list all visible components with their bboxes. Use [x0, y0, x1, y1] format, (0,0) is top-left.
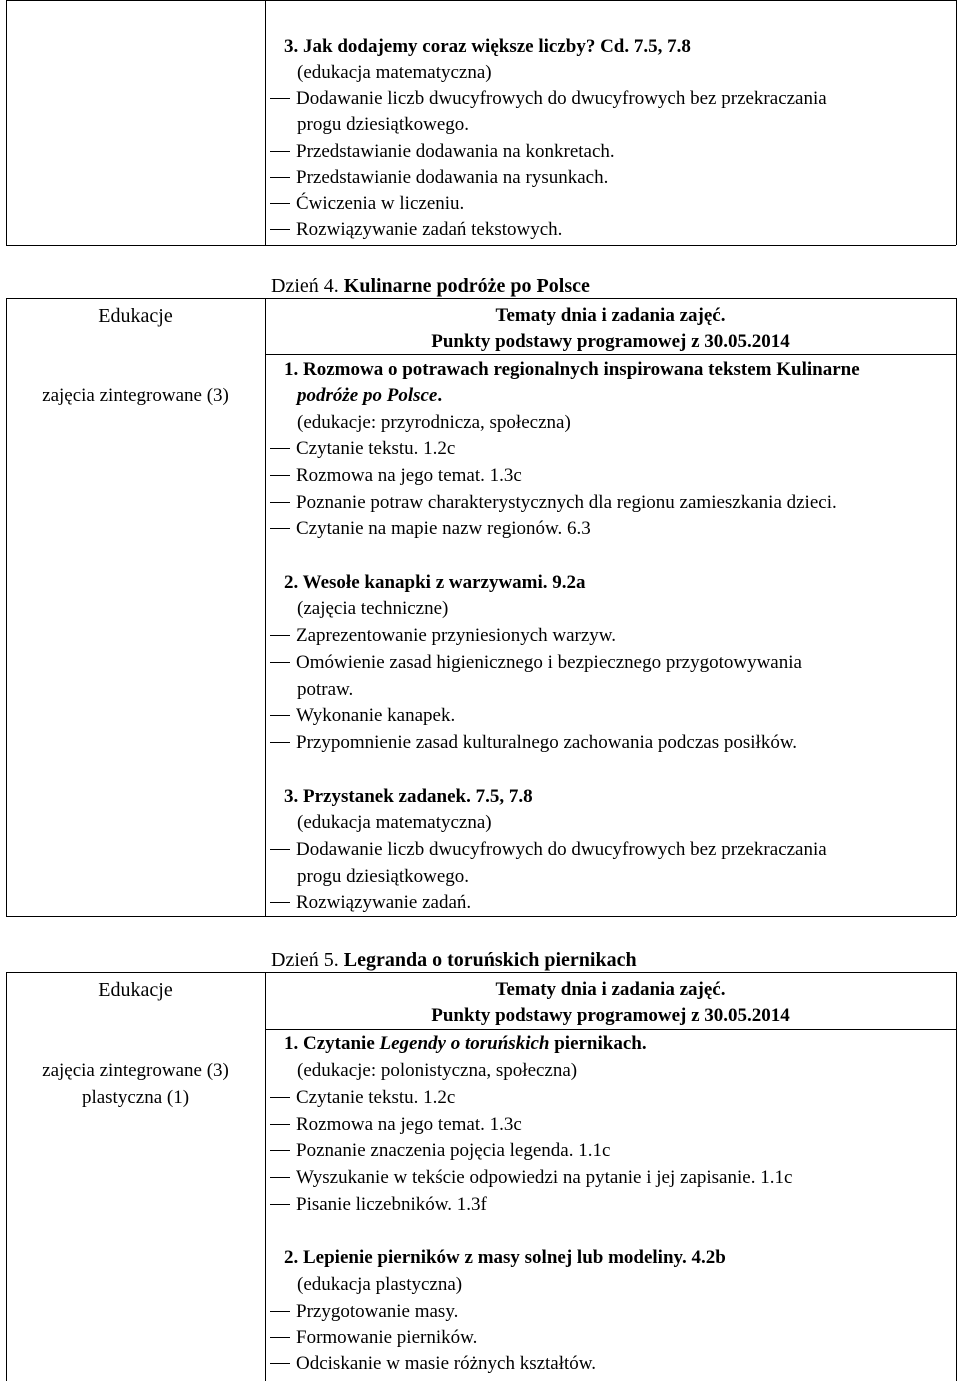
- list-item: Omówienie zasad higienicznego i bezpiecznego przygotowywania: [270, 650, 802, 676]
- day4-item2-area: (zajęcia techniczne): [297, 598, 449, 619]
- table1-right-border: [956, 0, 957, 245]
- day4-topics-header: Tematy dnia i zadania zajęć.: [495, 305, 726, 326]
- dash-icon: [270, 1337, 290, 1338]
- list-item-continuation: progu dziesiątkowego.: [297, 114, 470, 135]
- day4-left-area: zajęcia zintegrowane (3): [42, 385, 229, 406]
- list-item: Pisanie liczebników. 1.3f: [270, 1192, 487, 1218]
- day4-item1-area: (edukacje: przyrodnicza, społeczna): [297, 412, 571, 433]
- list-item: Dodawanie liczb dwucyfrowych do dwucyfrowych bez przekraczania: [270, 86, 827, 112]
- day5-item1-heading: 1. Czytanie Legendy o toruńskich piernikach.: [284, 1033, 647, 1054]
- dash-icon: [270, 528, 290, 529]
- list-item: Poznanie znaczenia pojęcia legenda. 1.1c: [270, 1138, 610, 1164]
- day4-item3-heading: 3. Przystanek zadanek. 7.5, 7.8: [284, 786, 533, 807]
- dash-icon: [270, 715, 290, 716]
- day5-left-header: Edukacje: [98, 979, 173, 1001]
- dash-icon: [270, 1124, 290, 1125]
- list-item: Rozwiązywanie zadań.: [270, 890, 471, 916]
- day5-title: Dzień 5. Legranda o toruńskich piernikach: [271, 949, 637, 971]
- list-item: Ćwiczenia w liczeniu.: [270, 191, 464, 217]
- dash-icon: [270, 742, 290, 743]
- day4-divider: [265, 298, 266, 916]
- day4-right-border: [956, 298, 957, 916]
- day5-topics-header: Tematy dnia i zadania zajęć.: [495, 979, 726, 1000]
- dash-icon: [270, 1363, 290, 1364]
- table1-item3-heading: 3. Jak dodajemy coraz większe liczby? Cd. 7.5, 7.8: [284, 36, 691, 57]
- table1-item3-area: (edukacja matematyczna): [297, 62, 492, 83]
- day5-header-border: [265, 1029, 956, 1030]
- day5-left-area: plastyczna (1): [81, 1087, 190, 1108]
- list-item: Wyszukanie w tekście odpowiedzi na pytanie i jej zapisanie. 1.1c: [270, 1165, 792, 1191]
- table1-left-border: [6, 0, 7, 245]
- list-item: Odciskanie w masie różnych kształtów.: [270, 1351, 596, 1377]
- day4-title: Dzień 4. Kulinarne podróże po Polsce: [271, 275, 590, 297]
- table1-divider: [265, 0, 266, 245]
- day5-right-border: [956, 972, 957, 1381]
- list-item-continuation: potraw.: [297, 679, 354, 700]
- day5-basis-header: Punkty podstawy programowej z 30.05.2014: [431, 1005, 790, 1026]
- day4-basis-header: Punkty podstawy programowej z 30.05.2014: [431, 331, 790, 352]
- day5-item1-area: (edukacje: polonistyczna, społeczna): [297, 1060, 578, 1081]
- dash-icon: [270, 448, 290, 449]
- dash-icon: [270, 662, 290, 663]
- dash-icon: [270, 849, 290, 850]
- dash-icon: [270, 98, 290, 99]
- list-item: Czytanie tekstu. 1.2c: [270, 436, 455, 462]
- day5-divider: [265, 972, 266, 1381]
- list-item: Przedstawianie dodawania na rysunkach.: [270, 165, 608, 191]
- day5-left-area: zajęcia zintegrowane (3): [42, 1060, 229, 1081]
- table1-bottom-border: [6, 245, 956, 246]
- dash-icon: [270, 502, 290, 503]
- day4-item1-heading: 1. Rozmowa o potrawach regionalnych inspirowana tekstem Kulinarne: [284, 359, 860, 380]
- dash-icon: [270, 177, 290, 178]
- dash-icon: [270, 151, 290, 152]
- dash-icon: [270, 475, 290, 476]
- day5-left-border: [6, 972, 7, 1381]
- list-item: Czytanie na mapie nazw regionów. 6.3: [270, 516, 591, 542]
- day4-item3-area: (edukacja matematyczna): [297, 812, 492, 833]
- list-item: Zaprezentowanie przyniesionych warzyw.: [270, 623, 616, 649]
- dash-icon: [270, 1311, 290, 1312]
- list-item: Czytanie tekstu. 1.2c: [270, 1085, 455, 1111]
- dash-icon: [270, 1177, 290, 1178]
- list-item: Wykonanie kanapek.: [270, 703, 455, 729]
- day4-item2-heading: 2. Wesołe kanapki z warzywami. 9.2a: [284, 572, 586, 593]
- day5-item2-area: (edukacja plastyczna): [297, 1274, 463, 1295]
- list-item: Poznanie potraw charakterystycznych dla regionu zamieszkania dzieci.: [270, 490, 837, 516]
- dash-icon: [270, 1204, 290, 1205]
- dash-icon: [270, 229, 290, 230]
- day4-top-border: [6, 298, 956, 299]
- list-item-continuation: progu dziesiątkowego.: [297, 866, 470, 887]
- day4-item1-heading-cont: podróże po Polsce.: [297, 385, 443, 406]
- day4-bottom-border: [6, 916, 956, 917]
- list-item: Rozmowa na jego temat. 1.3c: [270, 1112, 522, 1138]
- list-item: Przypomnienie zasad kulturalnego zachowania podczas posiłków.: [270, 730, 797, 756]
- day4-left-header: Edukacje: [98, 305, 173, 327]
- dash-icon: [270, 1097, 290, 1098]
- list-item: Przedstawianie dodawania na konkretach.: [270, 139, 615, 165]
- day5-top-border: [6, 972, 956, 973]
- day5-item2-heading: 2. Lepienie pierników z masy solnej lub modeliny. 4.2b: [284, 1247, 726, 1268]
- list-item: Rozmowa na jego temat. 1.3c: [270, 463, 522, 489]
- list-item: Dodawanie liczb dwucyfrowych do dwucyfrowych bez przekraczania: [270, 837, 827, 863]
- table1-top-border: [6, 0, 956, 1]
- dash-icon: [270, 203, 290, 204]
- dash-icon: [270, 1150, 290, 1151]
- list-item: Przygotowanie masy.: [270, 1299, 458, 1325]
- dash-icon: [270, 902, 290, 903]
- list-item: Rozwiązywanie zadań tekstowych.: [270, 217, 562, 243]
- dash-icon: [270, 635, 290, 636]
- list-item: Formowanie pierników.: [270, 1325, 477, 1351]
